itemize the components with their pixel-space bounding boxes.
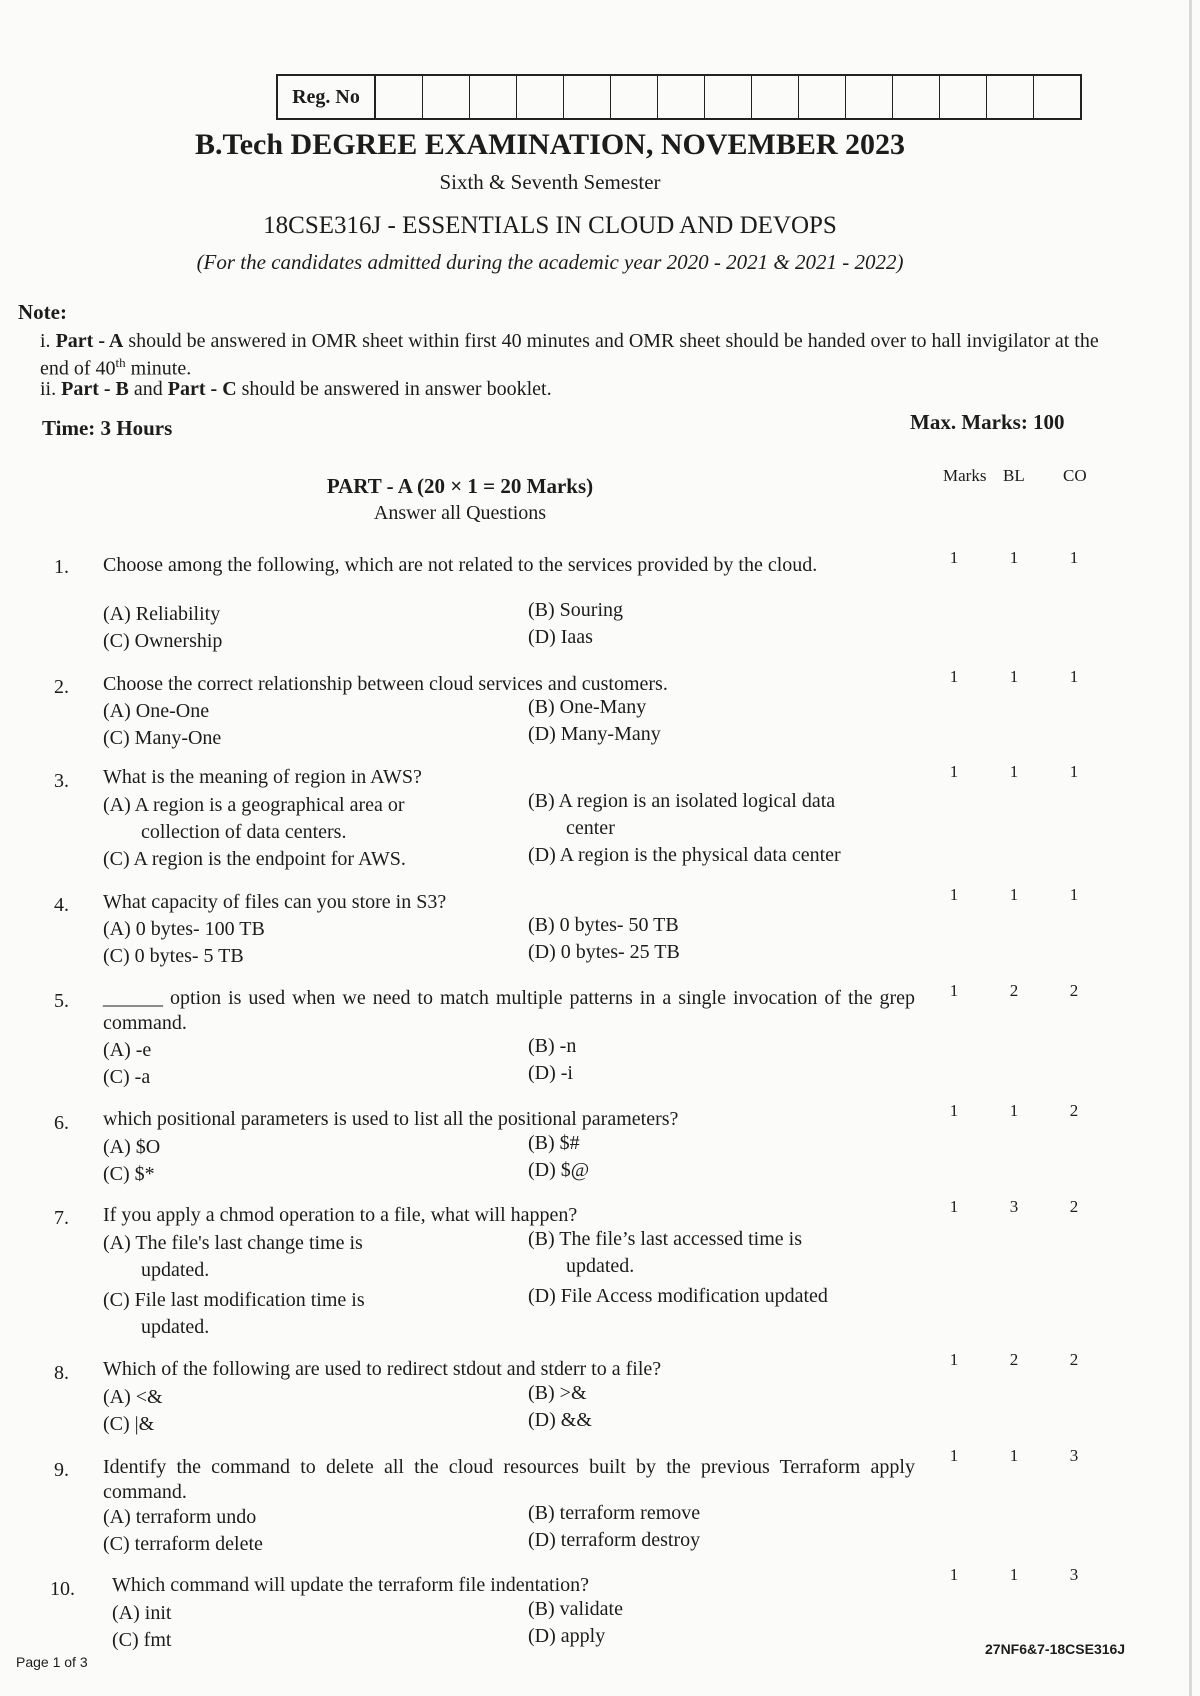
- option-b-continued: center: [566, 817, 615, 839]
- question-text: If you apply a chmod operation to a file, what will happen?: [103, 1204, 578, 1226]
- reg-no-cell: [846, 76, 893, 118]
- question-text: Which command will update the terraform file indentation?: [112, 1574, 590, 1596]
- instruction-1-part: Part - A: [55, 330, 124, 352]
- reg-no-box: [276, 74, 1082, 120]
- bloom-level: 1: [1009, 667, 1019, 686]
- instruction-2: [40, 378, 1100, 400]
- col-marks: Marks: [943, 466, 987, 485]
- option-b: (B) terraform remove: [528, 1502, 701, 1524]
- course-outcome: 2: [1069, 981, 1079, 1000]
- paper-code: 27NF6&7-18CSE316J: [985, 1641, 1126, 1657]
- note-label: Note:: [18, 300, 67, 324]
- marks: 1: [949, 1446, 959, 1465]
- exam-title: B.Tech DEGREE EXAMINATION, NOVEMBER 2023: [194, 128, 906, 161]
- option-d: (D) 0 bytes- 25 TB: [528, 941, 680, 963]
- question-text: which positional parameters is used to list all the positional parameters?: [103, 1108, 679, 1130]
- course-outcome: 3: [1069, 1446, 1079, 1465]
- reg-no-cell: [987, 76, 1034, 118]
- instruction-2-and: and: [128, 378, 168, 400]
- option-d: (D) Iaas: [528, 626, 593, 648]
- option-b: (B) -n: [528, 1035, 577, 1057]
- option-b: (B) Souring: [528, 599, 623, 621]
- option-a: (A) <&: [103, 1386, 163, 1408]
- course-outcome: 2: [1069, 1350, 1079, 1369]
- question-text: Choose among the following, which are not related to the services provided by the cloud.: [103, 554, 818, 576]
- bloom-level: 1: [1009, 1446, 1019, 1465]
- page-number: Page 1 of 3: [16, 1654, 88, 1670]
- question-number: 9.: [54, 1459, 69, 1481]
- marks: 1: [949, 1565, 959, 1584]
- option-a: (A) One-One: [103, 700, 210, 722]
- reg-no-cell: [705, 76, 752, 118]
- part-a-subtitle: Answer all Questions: [373, 502, 547, 524]
- reg-no-cell: [799, 76, 846, 118]
- option-b: (B) A region is an isolated logical data: [528, 790, 836, 812]
- bloom-level: 1: [1009, 1565, 1019, 1584]
- marks: 1: [949, 1101, 959, 1120]
- option-d: (D) terraform destroy: [528, 1529, 701, 1551]
- question-text: Choose the correct relationship between cloud services and customers.: [103, 673, 668, 695]
- question-text: What capacity of files can you store in S3?: [103, 891, 447, 913]
- option-c: (C) $*: [103, 1163, 155, 1185]
- scan-edge: [1189, 0, 1192, 1696]
- bloom-level: 2: [1009, 1350, 1019, 1369]
- question-number: 5.: [54, 990, 69, 1012]
- option-b: (B) The file’s last accessed time is: [528, 1228, 802, 1250]
- course-outcome: 2: [1069, 1197, 1079, 1216]
- admission-note: (For the candidates admitted during the academic year 2020 - 2021 & 2021 - 2022): [196, 250, 904, 274]
- instruction-1-text: should be answered in OMR sheet within first 40 minutes and OMR sheet should be handed over to hall invigilator at the end of 40: [40, 330, 1099, 380]
- instruction-2-part-c: Part - C: [167, 378, 237, 400]
- option-a-continued: collection of data centers.: [141, 821, 347, 843]
- option-a: (A) Reliability: [103, 603, 221, 625]
- option-b: (B) 0 bytes- 50 TB: [528, 914, 679, 936]
- col-bl: BL: [1003, 466, 1025, 485]
- bloom-level: 1: [1009, 885, 1019, 904]
- option-d: (D) A region is the physical data center: [528, 844, 841, 866]
- max-marks: Max. Marks: 100: [910, 410, 1065, 434]
- option-c: (C) |&: [103, 1413, 155, 1435]
- question-text: What is the meaning of region in AWS?: [103, 766, 422, 788]
- question-number: 8.: [54, 1362, 69, 1384]
- question-number: 10.: [50, 1578, 75, 1600]
- option-a: (A) $O: [103, 1136, 161, 1158]
- semester: Sixth & Seventh Semester: [439, 170, 661, 194]
- option-b: (B) >&: [528, 1382, 587, 1404]
- option-c: (C) fmt: [112, 1629, 172, 1651]
- option-b: (B) validate: [528, 1598, 623, 1620]
- question-text: ______ option is used when we need to match multiple patterns in a single invocation of the grep command.: [103, 987, 915, 1034]
- option-b: (B) One-Many: [528, 696, 647, 718]
- option-b-continued: updated.: [566, 1255, 635, 1277]
- marks: 1: [949, 1350, 959, 1369]
- bloom-level: 1: [1009, 762, 1019, 781]
- instruction-1-sup: th: [115, 355, 126, 370]
- option-c: (C) -a: [103, 1066, 151, 1088]
- bloom-level: 2: [1009, 981, 1019, 1000]
- marks: 1: [949, 981, 959, 1000]
- marks: 1: [949, 548, 959, 567]
- option-c: (C) Many-One: [103, 727, 222, 749]
- course-outcome: 2: [1069, 1101, 1079, 1120]
- option-c: (C) A region is the endpoint for AWS.: [103, 848, 406, 870]
- course-outcome: 3: [1069, 1565, 1079, 1584]
- question-text: Identify the command to delete all the cloud resources built by the previous Terraform apply command.: [103, 1456, 915, 1503]
- reg-no-cell: [564, 76, 611, 118]
- marks: 1: [949, 667, 959, 686]
- reg-no-label: Reg. No: [278, 76, 376, 118]
- option-d: (D) Many-Many: [528, 723, 661, 745]
- reg-no-cell: [376, 76, 423, 118]
- instruction-1-marker: i.: [40, 330, 51, 352]
- option-a: (A) -e: [103, 1039, 152, 1061]
- instruction-2-text: should be answered in answer booklet.: [236, 378, 552, 400]
- reg-no-cell: [470, 76, 517, 118]
- reg-no-cell: [940, 76, 987, 118]
- course-title: 18CSE316J - ESSENTIALS IN CLOUD AND DEVOPS: [263, 212, 837, 239]
- course-outcome: 1: [1069, 762, 1079, 781]
- reg-no-cell: [752, 76, 799, 118]
- instruction-1: [40, 330, 1100, 380]
- option-c-continued: updated.: [141, 1316, 210, 1338]
- instruction-2-part-b: Part - B: [61, 378, 129, 400]
- course-outcome: 1: [1069, 548, 1079, 567]
- option-d: (D) &&: [528, 1409, 592, 1431]
- option-a: (A) 0 bytes- 100 TB: [103, 918, 265, 940]
- reg-no-cell: [611, 76, 658, 118]
- question-number: 6.: [54, 1112, 69, 1134]
- question-number: 1.: [54, 556, 69, 578]
- option-a: (A) The file's last change time is: [103, 1232, 363, 1254]
- time-label: Time: 3 Hours: [42, 416, 173, 440]
- marks: 1: [949, 762, 959, 781]
- question-number: 4.: [54, 894, 69, 916]
- option-a: (A) terraform undo: [103, 1506, 257, 1528]
- option-d: (D) $@: [528, 1159, 590, 1181]
- question-number: 7.: [54, 1207, 69, 1229]
- option-a: (A) init: [112, 1602, 172, 1624]
- instruction-2-marker: ii.: [40, 378, 57, 400]
- option-d: (D) File Access modification updated: [528, 1285, 828, 1307]
- reg-no-cell: [423, 76, 470, 118]
- option-c: (C) Ownership: [103, 630, 223, 652]
- option-a-continued: updated.: [141, 1259, 210, 1281]
- course-outcome: 1: [1069, 885, 1079, 904]
- reg-no-cell: [658, 76, 705, 118]
- marks: 1: [949, 885, 959, 904]
- instruction-1-tail: minute.: [125, 357, 192, 380]
- option-c: (C) terraform delete: [103, 1533, 263, 1555]
- question-number: 3.: [54, 770, 69, 792]
- option-a: (A) A region is a geographical area or: [103, 794, 405, 816]
- question-text: Which of the following are used to redirect stdout and stderr to a file?: [103, 1358, 662, 1380]
- bloom-level: 1: [1009, 1101, 1019, 1120]
- option-d: (D) apply: [528, 1625, 606, 1647]
- reg-no-cell: [1034, 76, 1080, 118]
- question-number: 2.: [54, 676, 69, 698]
- part-a-title: PART - A (20 × 1 = 20 Marks): [326, 474, 594, 498]
- course-outcome: 1: [1069, 667, 1079, 686]
- option-c: (C) 0 bytes- 5 TB: [103, 945, 244, 967]
- bloom-level: 3: [1009, 1197, 1019, 1216]
- bloom-level: 1: [1009, 548, 1019, 567]
- option-d: (D) -i: [528, 1062, 573, 1084]
- col-co: CO: [1063, 466, 1087, 485]
- reg-no-cell: [893, 76, 940, 118]
- marks: 1: [949, 1197, 959, 1216]
- option-c: (C) File last modification time is: [103, 1289, 365, 1311]
- reg-no-cell: [517, 76, 564, 118]
- option-b: (B) $#: [528, 1132, 580, 1154]
